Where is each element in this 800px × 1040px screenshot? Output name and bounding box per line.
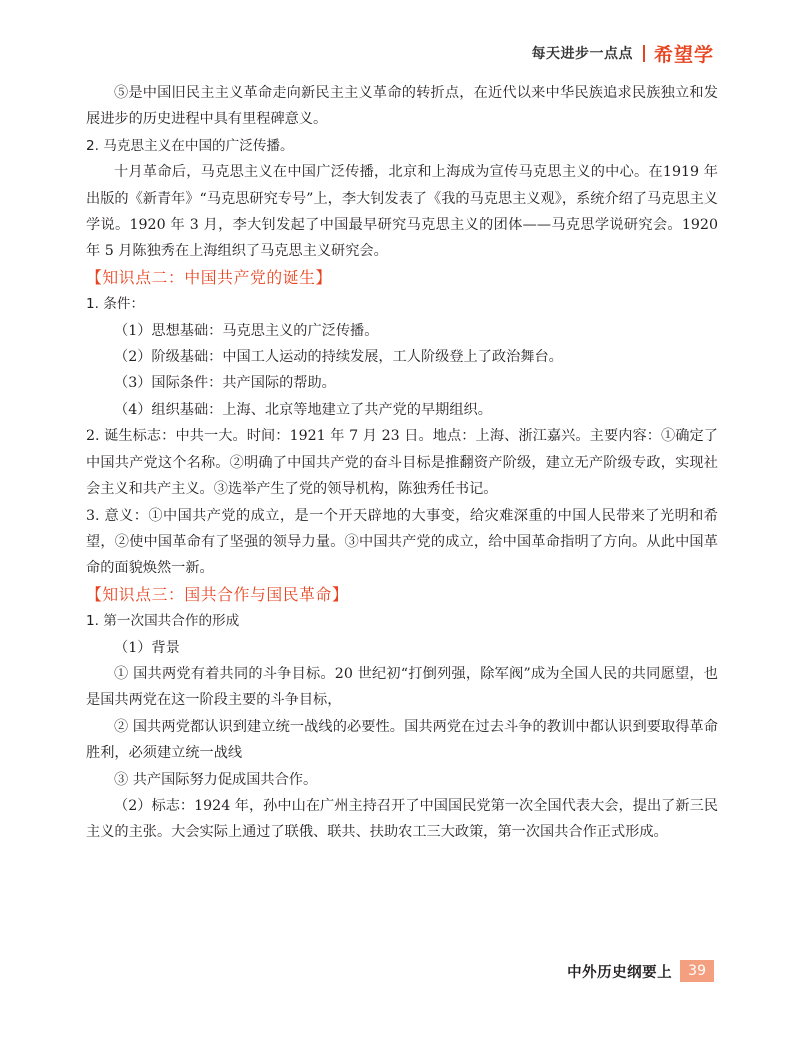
background-item-3: ③ 共产国际努力促成国共合作。 — [114, 771, 318, 788]
header-slogan: 每天进步一点点 — [531, 46, 633, 62]
paragraph-significance: 3. 意义：①中国共产党的成立，是一个开天辟地的大事变，给灾难深重的中国人民带来了光明和希望，②使中国革命有了坚强的领导力量。③中国共产党的成立，给中国革命指明了方向。从此中国革命的面貌焕然一新。 — [86, 507, 718, 577]
paragraph-marxism-spread: 十月革命后，马克思主义在中国广泛传播，北京和上海成为宣传马克思主义的中心。在1919 年出版的《新青年》“马克思研究专号”上，李大钊发表了《我的马克思主义观》，系统介绍了马克思主义学说。1920 年 3 月，李大钊发起了中国最早研究马克思主义的团体——马克思学说研究会。1920 年 5 月陈独秀在上海组织了马克思主义研究会。 — [86, 164, 718, 260]
header-divider — [643, 45, 645, 62]
paragraph-cooperation-mark: （2）标志：1924 年，孙中山在广州主持召开了中国国民党第一次全国代表大会，提出了新三民主义的主张。大会实际上通过了联俄、联共、扶助农工三大政策，第一次国共合作正式形成。 — [86, 797, 718, 841]
condition-class: （2）阶级基础：中国工人运动的持续发展，工人阶级登上了政治舞台。 — [114, 349, 563, 366]
brand-logo: 希望学 — [653, 43, 714, 66]
page-footer — [567, 960, 714, 982]
condition-organizational: （4）组织基础：上海、北京等地建立了共产党的早期组织。 — [114, 401, 492, 418]
subheading-marxism-spread: 2. 马克思主义在中国的广泛传播。 — [86, 137, 294, 154]
section-heading-party-founding: 【知识点二：中国共产党的诞生】 — [86, 267, 332, 287]
background-item-2: ② 国共两党都认识到建立统一战线的必要性。国共两党在过去斗争的教训中都认识到要取得革命胜利，必须建立统一战线 — [86, 718, 718, 762]
background-item-1: ① 国共两党有着共同的斗争目标。20 世纪初“打倒列强，除军阀”成为全国人民的共同愿望，也是国共两党在这一阶段主要的斗争目标， — [86, 665, 718, 709]
paragraph-founding-mark: 2. 诞生标志：中共一大。时间：1921 年 7 月 23 日。地点：上海、浙江嘉兴。主要内容：①确定了中国共产党这个名称。②明确了中国共产党的奋斗目标是推翻资产阶级，建立无产阶级专政，实现社会主义和共产主义。③选举产生了党的领导机构，陈独秀任书记。 — [86, 428, 718, 498]
page-content — [86, 80, 718, 846]
page-header — [531, 40, 714, 66]
subheading-conditions: 1. 条件： — [86, 296, 145, 313]
subheading-first-cooperation: 1. 第一次国共合作的形成 — [86, 613, 240, 630]
page-number: 39 — [680, 960, 714, 982]
condition-ideological: （1）思想基础：马克思主义的广泛传播。 — [114, 322, 379, 339]
condition-international: （3）国际条件：共产国际的帮助。 — [114, 375, 336, 392]
book-title: 中外历史纲要上 — [567, 964, 673, 981]
section-heading-kmt-cpc-cooperation: 【知识点三：国共合作与国民革命】 — [86, 584, 349, 604]
subheading-background: （1）背景 — [114, 639, 180, 656]
paragraph-turning-point: ⑤是中国旧民主主义革命走向新民主主义革命的转折点，在近代以来中华民族追求民族独立和发展进步的历史进程中具有里程碑意义。 — [86, 85, 718, 128]
